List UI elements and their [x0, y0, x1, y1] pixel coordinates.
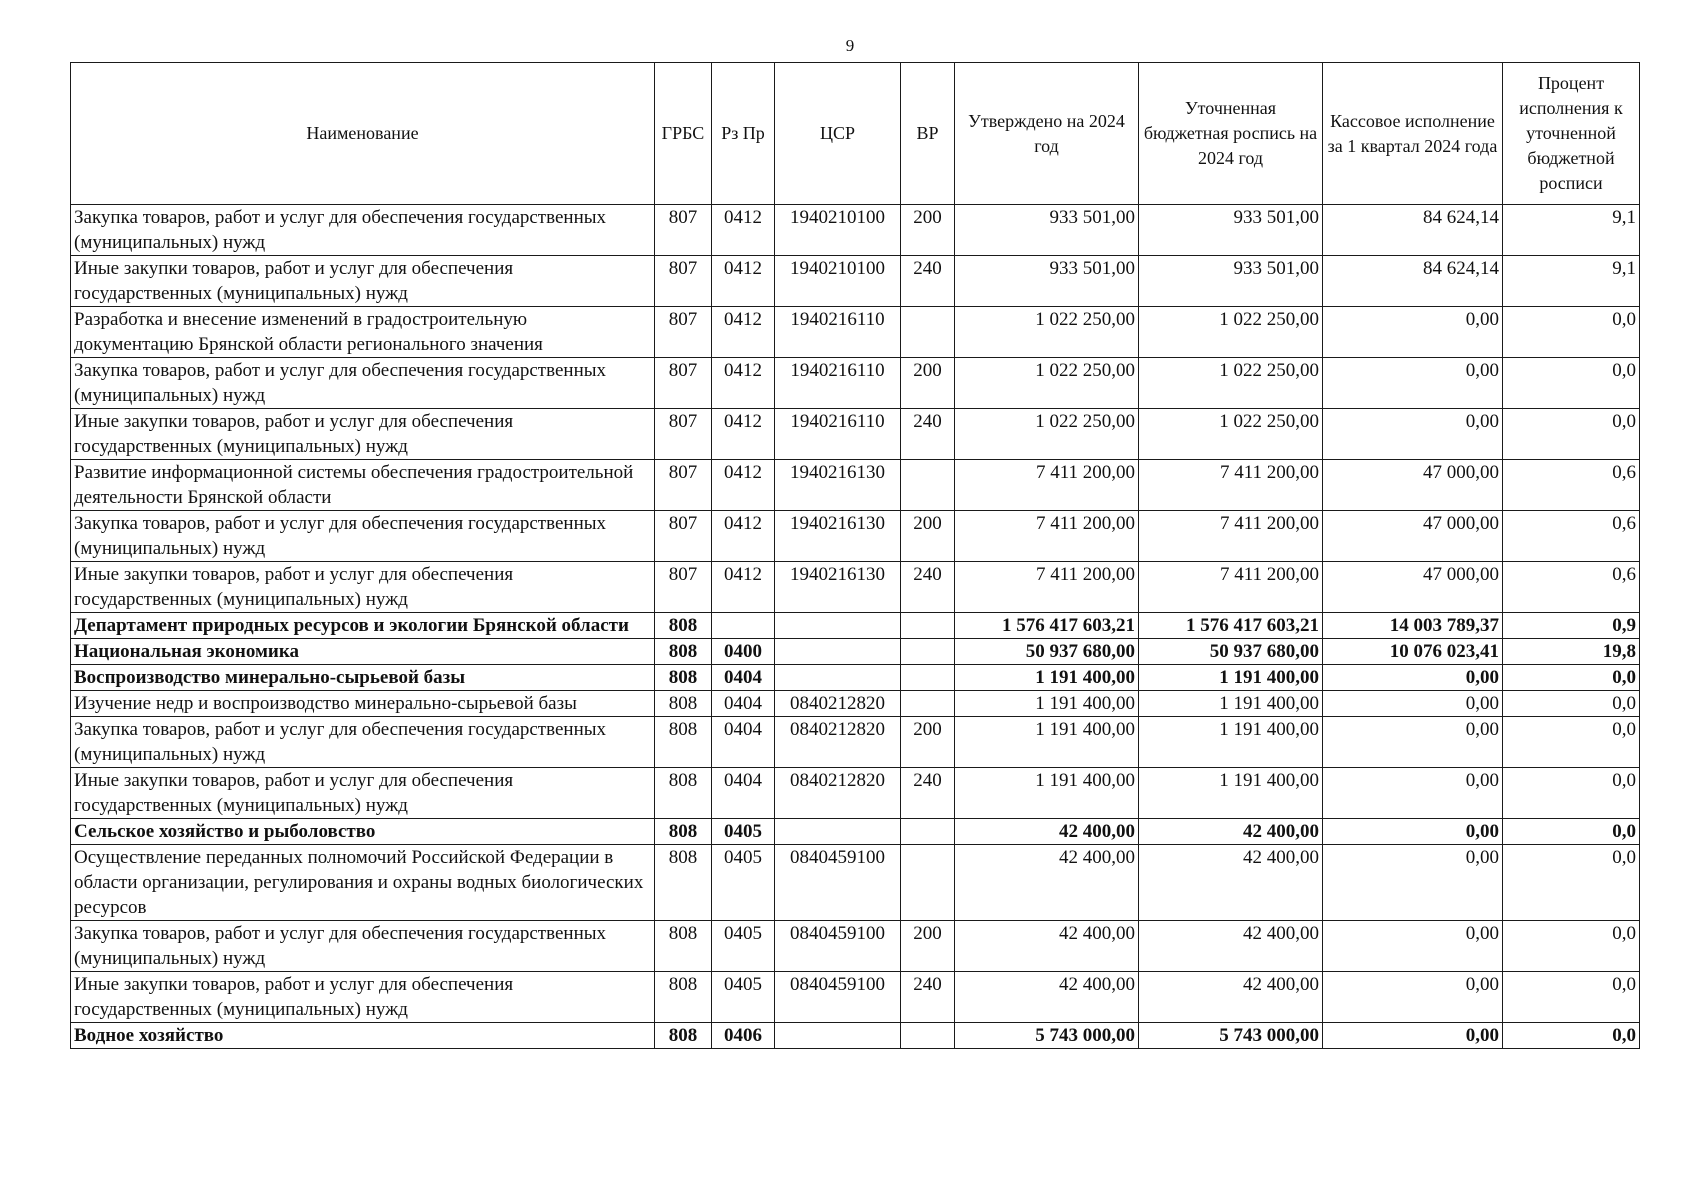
table-row: [71, 717, 1640, 768]
cell-csr: [775, 665, 901, 691]
cell-csr: 1940210100: [775, 205, 901, 256]
table-row: [71, 613, 1640, 639]
cell-vr: 200: [901, 717, 955, 768]
cell-name: Сельское хозяйство и рыболовство: [71, 819, 655, 845]
cell-approved: 7 411 200,00: [955, 511, 1139, 562]
cell-cash: 84 624,14: [1323, 205, 1503, 256]
cell-name: Иные закупки товаров, работ и услуг для обеспечения государственных (муниципальных) нужд: [71, 256, 655, 307]
cell-vr: [901, 639, 955, 665]
cell-vr: [901, 613, 955, 639]
cell-refined: 5 743 000,00: [1139, 1023, 1323, 1049]
cell-refined: 1 191 400,00: [1139, 717, 1323, 768]
cell-vr: 200: [901, 358, 955, 409]
table-row: [71, 205, 1640, 256]
cell-rzpr: 0412: [712, 256, 775, 307]
cell-grbs: 807: [655, 256, 712, 307]
cell-grbs: 808: [655, 691, 712, 717]
cell-cash: 0,00: [1323, 717, 1503, 768]
table-row: [71, 358, 1640, 409]
table-row: [71, 845, 1640, 921]
cell-cash: 0,00: [1323, 768, 1503, 819]
cell-grbs: 808: [655, 613, 712, 639]
cell-refined: 42 400,00: [1139, 819, 1323, 845]
cell-cash: 0,00: [1323, 921, 1503, 972]
cell-csr: 0840459100: [775, 921, 901, 972]
cell-approved: 1 022 250,00: [955, 307, 1139, 358]
cell-vr: [901, 819, 955, 845]
cell-csr: 1940216130: [775, 511, 901, 562]
cell-vr: 200: [901, 921, 955, 972]
cell-csr: [775, 613, 901, 639]
cell-approved: 1 191 400,00: [955, 717, 1139, 768]
cell-percent: 0,0: [1503, 409, 1640, 460]
cell-refined: 7 411 200,00: [1139, 511, 1323, 562]
cell-rzpr: 0404: [712, 665, 775, 691]
table-row: [71, 921, 1640, 972]
cell-rzpr: 0404: [712, 768, 775, 819]
cell-refined: 1 576 417 603,21: [1139, 613, 1323, 639]
cell-cash: 0,00: [1323, 819, 1503, 845]
table-row: [71, 562, 1640, 613]
cell-refined: 1 022 250,00: [1139, 358, 1323, 409]
table-row: [71, 409, 1640, 460]
page-number: 9: [845, 36, 855, 55]
header-grbs: ГРБС: [655, 63, 712, 205]
cell-vr: 240: [901, 972, 955, 1023]
table-body: [71, 205, 1640, 1049]
cell-percent: 0,6: [1503, 562, 1640, 613]
cell-cash: 0,00: [1323, 972, 1503, 1023]
cell-approved: 7 411 200,00: [955, 562, 1139, 613]
header-approved: Утверждено на 2024 год: [955, 63, 1139, 205]
cell-csr: 0840459100: [775, 845, 901, 921]
cell-cash: 0,00: [1323, 691, 1503, 717]
cell-grbs: 807: [655, 562, 712, 613]
cell-refined: 1 191 400,00: [1139, 691, 1323, 717]
cell-csr: 1940216110: [775, 409, 901, 460]
cell-rzpr: 0412: [712, 307, 775, 358]
cell-percent: 0,9: [1503, 613, 1640, 639]
cell-cash: 0,00: [1323, 307, 1503, 358]
cell-csr: 1940216130: [775, 460, 901, 511]
cell-approved: 1 022 250,00: [955, 358, 1139, 409]
cell-rzpr: [712, 613, 775, 639]
cell-percent: 0,6: [1503, 511, 1640, 562]
cell-refined: 42 400,00: [1139, 921, 1323, 972]
cell-approved: 42 400,00: [955, 845, 1139, 921]
cell-approved: 42 400,00: [955, 972, 1139, 1023]
cell-csr: 0840212820: [775, 691, 901, 717]
header-name: Наименование: [71, 63, 655, 205]
cell-name: Иные закупки товаров, работ и услуг для обеспечения государственных (муниципальных) нужд: [71, 562, 655, 613]
cell-refined: 42 400,00: [1139, 972, 1323, 1023]
cell-percent: 0,6: [1503, 460, 1640, 511]
cell-vr: 240: [901, 768, 955, 819]
cell-approved: 1 022 250,00: [955, 409, 1139, 460]
cell-name: Водное хозяйство: [71, 1023, 655, 1049]
cell-refined: 1 191 400,00: [1139, 768, 1323, 819]
cell-percent: 0,0: [1503, 307, 1640, 358]
cell-cash: 14 003 789,37: [1323, 613, 1503, 639]
cell-rzpr: 0400: [712, 639, 775, 665]
cell-csr: 0840212820: [775, 717, 901, 768]
cell-grbs: 808: [655, 1023, 712, 1049]
cell-cash: 0,00: [1323, 1023, 1503, 1049]
cell-grbs: 807: [655, 460, 712, 511]
table-row: [71, 665, 1640, 691]
cell-refined: 7 411 200,00: [1139, 460, 1323, 511]
header-rzpr: Рз Пр: [712, 63, 775, 205]
cell-name: Департамент природных ресурсов и экологии Брянской области: [71, 613, 655, 639]
cell-name: Национальная экономика: [71, 639, 655, 665]
cell-rzpr: 0412: [712, 409, 775, 460]
cell-vr: [901, 1023, 955, 1049]
cell-vr: [901, 845, 955, 921]
cell-percent: 0,0: [1503, 921, 1640, 972]
cell-grbs: 808: [655, 768, 712, 819]
cell-grbs: 808: [655, 717, 712, 768]
cell-percent: 0,0: [1503, 845, 1640, 921]
cell-cash: 0,00: [1323, 409, 1503, 460]
cell-grbs: 807: [655, 358, 712, 409]
cell-vr: 200: [901, 511, 955, 562]
cell-cash: 0,00: [1323, 665, 1503, 691]
table-row: [71, 460, 1640, 511]
cell-cash: 47 000,00: [1323, 460, 1503, 511]
cell-approved: 42 400,00: [955, 921, 1139, 972]
cell-csr: 0840212820: [775, 768, 901, 819]
cell-rzpr: 0404: [712, 717, 775, 768]
cell-name: Развитие информационной системы обеспечения градостроительной деятельности Брянской области: [71, 460, 655, 511]
table-row: [71, 1023, 1640, 1049]
cell-grbs: 808: [655, 639, 712, 665]
cell-name: Закупка товаров, работ и услуг для обеспечения государственных (муниципальных) нужд: [71, 358, 655, 409]
cell-refined: 933 501,00: [1139, 256, 1323, 307]
cell-cash: 0,00: [1323, 845, 1503, 921]
cell-vr: [901, 460, 955, 511]
header-cash: Кассовое исполнение за 1 квартал 2024 года: [1323, 63, 1503, 205]
cell-csr: 0840459100: [775, 972, 901, 1023]
table-header-row: [71, 63, 1640, 205]
cell-vr: [901, 307, 955, 358]
table-row: [71, 639, 1640, 665]
cell-name: Изучение недр и воспроизводство минерально-сырьевой базы: [71, 691, 655, 717]
cell-approved: 933 501,00: [955, 205, 1139, 256]
cell-percent: 0,0: [1503, 819, 1640, 845]
cell-name: Иные закупки товаров, работ и услуг для обеспечения государственных (муниципальных) нужд: [71, 972, 655, 1023]
cell-percent: 0,0: [1503, 665, 1640, 691]
cell-rzpr: 0412: [712, 460, 775, 511]
cell-grbs: 807: [655, 409, 712, 460]
cell-vr: [901, 691, 955, 717]
table-row: [71, 768, 1640, 819]
cell-name: Иные закупки товаров, работ и услуг для обеспечения государственных (муниципальных) нужд: [71, 768, 655, 819]
cell-cash: 47 000,00: [1323, 562, 1503, 613]
cell-csr: 1940216110: [775, 358, 901, 409]
cell-rzpr: 0405: [712, 972, 775, 1023]
cell-name: Закупка товаров, работ и услуг для обеспечения государственных (муниципальных) нужд: [71, 205, 655, 256]
table-row: [71, 511, 1640, 562]
cell-percent: 0,0: [1503, 717, 1640, 768]
cell-refined: 42 400,00: [1139, 845, 1323, 921]
cell-vr: 240: [901, 562, 955, 613]
cell-csr: 1940216110: [775, 307, 901, 358]
table-row: [71, 256, 1640, 307]
cell-approved: 1 191 400,00: [955, 691, 1139, 717]
cell-vr: [901, 665, 955, 691]
cell-refined: 1 191 400,00: [1139, 665, 1323, 691]
cell-vr: 240: [901, 409, 955, 460]
header-refined: Уточненная бюджетная роспись на 2024 год: [1139, 63, 1323, 205]
budget-table: [70, 62, 1640, 1049]
table-row: [71, 972, 1640, 1023]
cell-approved: 1 191 400,00: [955, 665, 1139, 691]
cell-name: Иные закупки товаров, работ и услуг для обеспечения государственных (муниципальных) нужд: [71, 409, 655, 460]
cell-name: Осуществление переданных полномочий Российской Федерации в области организации, регулирования и охраны водных биологических ресурсов: [71, 845, 655, 921]
cell-approved: 5 743 000,00: [955, 1023, 1139, 1049]
cell-approved: 933 501,00: [955, 256, 1139, 307]
cell-rzpr: 0412: [712, 358, 775, 409]
cell-csr: 1940210100: [775, 256, 901, 307]
cell-vr: 200: [901, 205, 955, 256]
cell-name: Воспроизводство минерально-сырьевой базы: [71, 665, 655, 691]
cell-name: Закупка товаров, работ и услуг для обеспечения государственных (муниципальных) нужд: [71, 921, 655, 972]
cell-rzpr: 0405: [712, 819, 775, 845]
cell-refined: 1 022 250,00: [1139, 409, 1323, 460]
cell-percent: 0,0: [1503, 1023, 1640, 1049]
cell-rzpr: 0412: [712, 562, 775, 613]
cell-grbs: 808: [655, 845, 712, 921]
cell-grbs: 807: [655, 205, 712, 256]
cell-refined: 933 501,00: [1139, 205, 1323, 256]
cell-grbs: 807: [655, 511, 712, 562]
cell-cash: 0,00: [1323, 358, 1503, 409]
cell-approved: 42 400,00: [955, 819, 1139, 845]
header-percent: Процент исполнения к уточненной бюджетной росписи: [1503, 63, 1640, 205]
cell-grbs: 808: [655, 921, 712, 972]
cell-approved: 1 576 417 603,21: [955, 613, 1139, 639]
cell-rzpr: 0404: [712, 691, 775, 717]
cell-refined: 7 411 200,00: [1139, 562, 1323, 613]
cell-csr: [775, 1023, 901, 1049]
cell-rzpr: 0412: [712, 205, 775, 256]
cell-percent: 9,1: [1503, 205, 1640, 256]
table-row: [71, 819, 1640, 845]
cell-csr: [775, 819, 901, 845]
cell-csr: [775, 639, 901, 665]
cell-percent: 0,0: [1503, 691, 1640, 717]
cell-rzpr: 0412: [712, 511, 775, 562]
cell-rzpr: 0405: [712, 921, 775, 972]
cell-approved: 1 191 400,00: [955, 768, 1139, 819]
cell-percent: 0,0: [1503, 972, 1640, 1023]
cell-percent: 0,0: [1503, 768, 1640, 819]
table-row: [71, 307, 1640, 358]
cell-grbs: 807: [655, 307, 712, 358]
cell-rzpr: 0405: [712, 845, 775, 921]
cell-grbs: 808: [655, 665, 712, 691]
cell-vr: 240: [901, 256, 955, 307]
cell-cash: 84 624,14: [1323, 256, 1503, 307]
header-vr: ВР: [901, 63, 955, 205]
cell-percent: 9,1: [1503, 256, 1640, 307]
cell-approved: 7 411 200,00: [955, 460, 1139, 511]
cell-name: Разработка и внесение изменений в градостроительную документацию Брянской области регионального значения: [71, 307, 655, 358]
cell-name: Закупка товаров, работ и услуг для обеспечения государственных (муниципальных) нужд: [71, 511, 655, 562]
cell-cash: 10 076 023,41: [1323, 639, 1503, 665]
header-csr: ЦСР: [775, 63, 901, 205]
cell-name: Закупка товаров, работ и услуг для обеспечения государственных (муниципальных) нужд: [71, 717, 655, 768]
cell-rzpr: 0406: [712, 1023, 775, 1049]
cell-refined: 50 937 680,00: [1139, 639, 1323, 665]
cell-approved: 50 937 680,00: [955, 639, 1139, 665]
cell-percent: 19,8: [1503, 639, 1640, 665]
cell-grbs: 808: [655, 972, 712, 1023]
cell-csr: 1940216130: [775, 562, 901, 613]
cell-cash: 47 000,00: [1323, 511, 1503, 562]
cell-percent: 0,0: [1503, 358, 1640, 409]
table-row: [71, 691, 1640, 717]
cell-grbs: 808: [655, 819, 712, 845]
cell-refined: 1 022 250,00: [1139, 307, 1323, 358]
